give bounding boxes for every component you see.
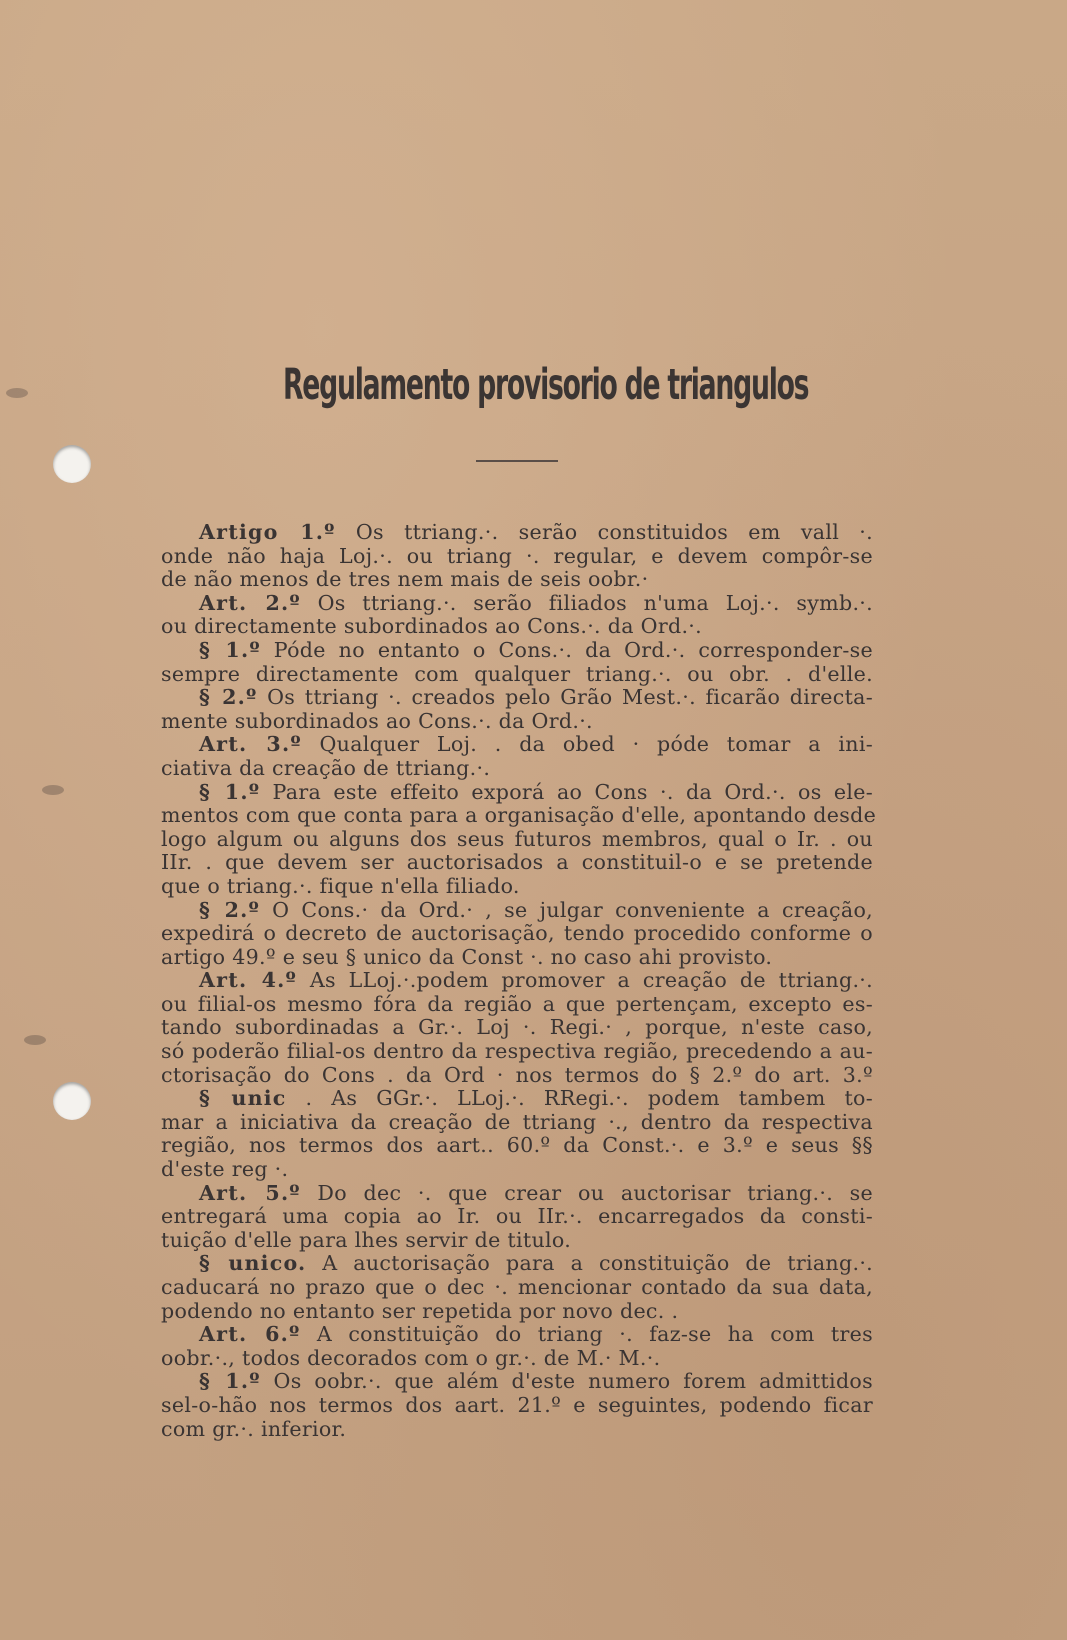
article-heading: Art. 6.º bbox=[199, 1322, 301, 1347]
text-run: só poderão filial-os dentro da respectiva região, precedendo a au- bbox=[161, 1039, 873, 1064]
text-run: oobr.·., todos decorados com o gr.·. de M.· M.·. bbox=[161, 1345, 661, 1370]
text-run: tuição d'elle para lhes servir de titulo. bbox=[161, 1227, 572, 1252]
text-line bbox=[161, 757, 873, 781]
text-run: Os ttriang.·. serão constituidos em vall ·. bbox=[335, 520, 874, 544]
text-run: sel-o-hão nos termos dos aart. 21.º e seguintes, podendo ficar bbox=[161, 1392, 873, 1417]
text-run: Para este effeito exporá ao Cons ·. da Ord.·. os ele- bbox=[260, 779, 873, 804]
text-line bbox=[161, 1276, 873, 1300]
text-line bbox=[161, 1300, 873, 1324]
text-line bbox=[161, 1205, 873, 1229]
text-run: caducará no prazo que o dec ·. mencionar contado da sua data, bbox=[161, 1275, 873, 1299]
text-run: O Cons.· da Ord.· , se julgar conveniente a creação, bbox=[260, 897, 873, 922]
text-run: ou filial-os mesmo fóra da região a que pertençam, excepto es- bbox=[161, 991, 873, 1016]
text-run: artigo 49.º e seu § unico da Const ·. no caso ahi provisto. bbox=[161, 944, 773, 969]
text-line bbox=[161, 1370, 873, 1394]
text-run: entregará uma copia ao Ir. ou IIr.·. encarregados da consti- bbox=[161, 1204, 873, 1229]
text-run: d'este reg ·. bbox=[161, 1157, 289, 1182]
text-line bbox=[161, 1323, 873, 1347]
text-run: Do dec ·. que crear ou auctorisar triang.·. se bbox=[300, 1180, 873, 1205]
text-line bbox=[161, 1229, 873, 1253]
paper-mark bbox=[6, 388, 28, 398]
text-line bbox=[161, 521, 873, 545]
text-line bbox=[161, 828, 873, 852]
text-run: podendo no entanto ser repetida por novo dec. . bbox=[161, 1298, 679, 1323]
text-line bbox=[161, 899, 873, 923]
text-run: mar a iniciativa da creação de ttriang ·., dentro da respectiva bbox=[161, 1109, 873, 1134]
text-run: logo algum ou alguns dos seus futuros membros, qual o Ir. . ou bbox=[161, 826, 873, 851]
text-run: . As GGr.·. LLoj.·. RRegi.·. podem tambem to- bbox=[286, 1086, 874, 1111]
text-run: onde não haja Loj.·. ou triang ·. regular, e devem compôr-se bbox=[161, 543, 873, 568]
text-line bbox=[161, 592, 873, 616]
text-run: tando subordinadas a Gr.·. Loj ·. Regi.· , porque, n'este caso, bbox=[161, 1015, 873, 1040]
article-heading: Art. 2.º bbox=[199, 590, 301, 615]
text-line bbox=[161, 922, 873, 946]
article-heading: Art. 3.º bbox=[199, 732, 302, 757]
text-run: sempre directamente com qualquer triang.·. ou obr. . d'elle. bbox=[161, 661, 873, 686]
text-run: com gr.·. inferior. bbox=[161, 1416, 347, 1441]
text-line bbox=[161, 686, 873, 710]
text-line bbox=[161, 545, 873, 569]
article-heading: § 2.º bbox=[199, 897, 261, 922]
text-line bbox=[161, 1418, 873, 1442]
text-line bbox=[161, 1347, 873, 1371]
text-line bbox=[161, 1134, 873, 1158]
text-run: Os ttriang.·. serão filiados n'uma Loj.·. symb.·. bbox=[300, 590, 873, 615]
article-heading: § 2.º bbox=[199, 685, 258, 710]
article-heading: Artigo 1.º bbox=[199, 520, 336, 544]
text-line bbox=[161, 803, 877, 828]
text-line bbox=[161, 568, 873, 592]
article-heading: § unico. bbox=[199, 1251, 307, 1276]
regulation-body bbox=[161, 520, 877, 1441]
text-run: A auctorisação para a constituição de triang.·. bbox=[306, 1251, 874, 1276]
text-line bbox=[161, 710, 873, 734]
article-heading: § 1.º bbox=[199, 779, 261, 804]
article-heading: § unic bbox=[199, 1086, 287, 1111]
text-run: mente subordinados ao Cons.·. da Ord.·. bbox=[161, 708, 593, 733]
document-title: Regulamento provisorio de triangulos bbox=[283, 360, 809, 410]
text-line bbox=[161, 1158, 873, 1182]
text-run: região, nos termos dos aart.. 60.º da Const.·. e 3.º e seus §§ bbox=[161, 1133, 873, 1158]
text-line bbox=[161, 1252, 873, 1276]
punch-hole-bottom bbox=[53, 1082, 91, 1120]
text-run: IIr. . que devem ser auctorisados a constituil-o e se pretende bbox=[161, 850, 873, 875]
text-run: Os ttriang ·. creados pelo Grão Mest.·. ficarão directa- bbox=[257, 685, 873, 710]
article-heading: § 1.º bbox=[199, 1369, 261, 1394]
text-run: ou directamente subordinados ao Cons.·. da Ord.·. bbox=[161, 614, 702, 639]
punch-hole-top bbox=[53, 445, 91, 483]
article-heading: § 1.º bbox=[199, 637, 261, 662]
text-run: mentos com que conta para a organisação d'elle, apontando desde bbox=[161, 803, 877, 828]
text-line bbox=[161, 993, 873, 1017]
text-run: expedirá o decreto de auctorisação, tendo procedido conforme o bbox=[161, 921, 873, 946]
text-run: ctorisação do Cons . da Ord · nos termos do § 2.º do art. 3.º bbox=[161, 1062, 873, 1087]
text-line bbox=[161, 1064, 873, 1088]
paper-mark bbox=[42, 785, 64, 795]
text-line bbox=[161, 1087, 873, 1111]
text-line bbox=[161, 969, 873, 993]
text-line bbox=[161, 663, 873, 687]
title-divider bbox=[476, 460, 558, 462]
text-line bbox=[161, 851, 873, 875]
article-heading: Art. 5.º bbox=[199, 1180, 301, 1205]
article-heading: Art. 4.º bbox=[199, 968, 298, 993]
text-run: A constituição do triang ·. faz-se ha com tres bbox=[300, 1322, 874, 1347]
text-line bbox=[161, 615, 873, 639]
text-line bbox=[161, 1182, 873, 1206]
text-line bbox=[161, 1394, 873, 1418]
text-line bbox=[161, 1016, 873, 1040]
text-line bbox=[161, 875, 873, 899]
text-run: Qualquer Loj. . da obed · póde tomar a ini- bbox=[301, 732, 874, 757]
text-run: de não menos de tres nem mais de seis oobr.· bbox=[161, 567, 649, 592]
text-run: Os oobr.·. que além d'este numero forem admittidos bbox=[260, 1369, 873, 1394]
text-line bbox=[161, 1040, 873, 1064]
text-run: As LLoj.·.podem promover a creação de ttriang.·. bbox=[297, 968, 873, 993]
text-run: que o triang.·. fique n'ella filiado. bbox=[161, 873, 520, 898]
text-run: Póde no entanto o Cons.·. da Ord.·. corresponder-se bbox=[260, 637, 873, 662]
paper-mark bbox=[24, 1035, 46, 1045]
text-line bbox=[161, 946, 873, 970]
text-line bbox=[161, 639, 873, 663]
text-line bbox=[161, 733, 873, 757]
text-line bbox=[161, 781, 873, 805]
text-line bbox=[161, 1111, 873, 1135]
text-run: ciativa da creação de ttriang.·. bbox=[161, 755, 491, 780]
